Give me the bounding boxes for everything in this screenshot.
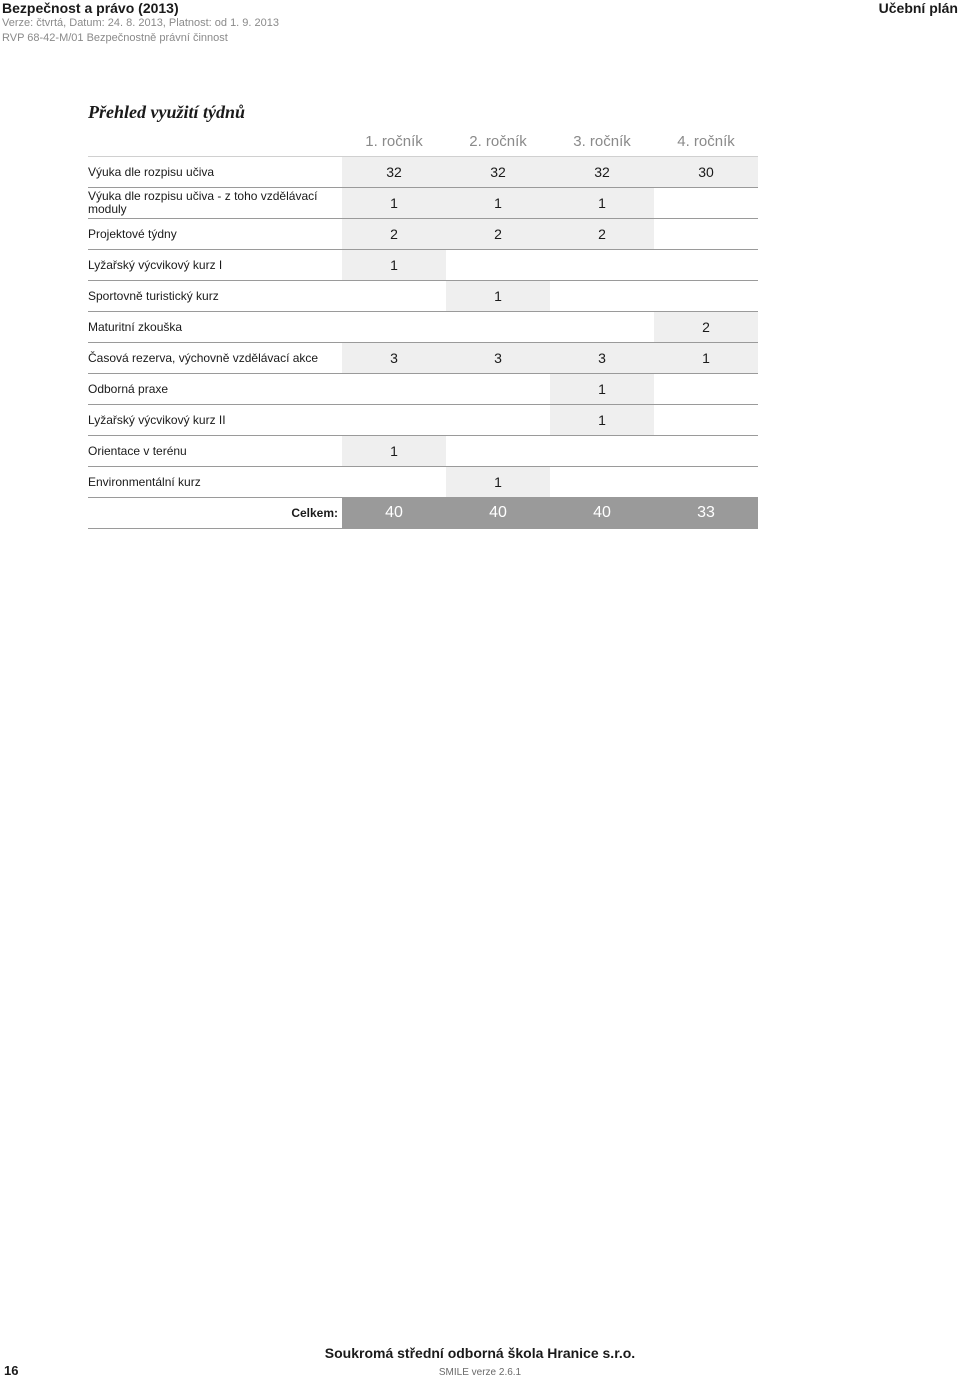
value-cell xyxy=(342,281,446,311)
table-body xyxy=(88,156,758,498)
value-cell xyxy=(446,312,550,342)
value-cell xyxy=(654,374,758,404)
table-row xyxy=(88,281,758,312)
value-cell: 1 xyxy=(550,405,654,435)
value-cell: 3 xyxy=(550,343,654,373)
weeks-table xyxy=(88,130,758,529)
value-cell: 1 xyxy=(550,374,654,404)
value-cell: 2 xyxy=(654,312,758,342)
table-row xyxy=(88,156,758,188)
value-cell: 30 xyxy=(654,157,758,187)
software-version: SMILE verze 2.6.1 xyxy=(438,1367,522,1378)
total-label: Celkem: xyxy=(291,505,338,520)
column-header: 4. ročník xyxy=(677,133,735,150)
document-title: Bezpečnost a právo (2013) xyxy=(2,0,179,16)
value-cell: 2 xyxy=(550,219,654,249)
rvp-info: RVP 68-42-M/01 Bezpečnostně právní činnost xyxy=(2,32,228,44)
total-cell: 33 xyxy=(654,498,758,528)
value-cell xyxy=(446,436,550,466)
value-cell xyxy=(550,281,654,311)
row-label: Orientace v terénu xyxy=(88,443,187,458)
value-cell: 1 xyxy=(446,188,550,218)
value-cell: 1 xyxy=(342,188,446,218)
table-row xyxy=(88,312,758,343)
value-cell: 1 xyxy=(654,343,758,373)
value-cell: 1 xyxy=(550,188,654,218)
row-label: Projektové týdny xyxy=(88,226,177,241)
value-cell xyxy=(550,467,654,497)
row-label: Výuka dle rozpisu učiva xyxy=(88,164,215,179)
page-title: Přehled využití týdnů xyxy=(88,102,245,122)
total-cell: 40 xyxy=(342,498,446,528)
value-cell xyxy=(654,188,758,218)
table-row xyxy=(88,343,758,374)
value-cell: 1 xyxy=(342,436,446,466)
value-cell xyxy=(654,467,758,497)
value-cell: 1 xyxy=(446,467,550,497)
version-info: Verze: čtvrtá, Datum: 24. 8. 2013, Platnost: od 1. 9. 2013 xyxy=(2,17,279,29)
table-row xyxy=(88,250,758,281)
section-label: Učební plán xyxy=(878,0,958,16)
value-cell xyxy=(446,250,550,280)
value-cell: 32 xyxy=(342,157,446,187)
total-cell: 40 xyxy=(550,498,654,528)
row-label: Výuka dle rozpisu učiva - z toho vzdělávací moduly xyxy=(88,189,318,216)
row-label: Odborná praxe xyxy=(88,381,169,396)
table-row xyxy=(88,436,758,467)
row-label: Lyžařský výcvikový kurz II xyxy=(88,412,226,427)
value-cell xyxy=(342,374,446,404)
table-header xyxy=(88,130,758,156)
value-cell xyxy=(654,281,758,311)
header-spacer xyxy=(88,130,342,156)
row-label: Sportovně turistický kurz xyxy=(88,288,219,303)
total-cell: 40 xyxy=(446,498,550,528)
value-cell: 1 xyxy=(446,281,550,311)
table-row xyxy=(88,374,758,405)
value-cell: 1 xyxy=(342,250,446,280)
value-cell xyxy=(342,467,446,497)
table-row xyxy=(88,467,758,498)
row-label: Environmentální kurz xyxy=(88,474,201,489)
value-cell: 3 xyxy=(446,343,550,373)
school-name: Soukromá střední odborná škola Hranice s.r.o. xyxy=(324,1345,636,1361)
value-cell xyxy=(342,405,446,435)
value-cell xyxy=(654,219,758,249)
value-cell xyxy=(654,436,758,466)
column-header: 3. ročník xyxy=(573,133,631,150)
table-row xyxy=(88,405,758,436)
page-number: 16 xyxy=(4,1363,19,1378)
value-cell: 32 xyxy=(446,157,550,187)
value-cell: 2 xyxy=(446,219,550,249)
table-row xyxy=(88,219,758,250)
column-header: 2. ročník xyxy=(469,133,527,150)
value-cell xyxy=(654,405,758,435)
value-cell xyxy=(446,374,550,404)
row-label: Maturitní zkouška xyxy=(88,319,183,334)
value-cell xyxy=(342,312,446,342)
row-label: Lyžařský výcvikový kurz I xyxy=(88,257,223,272)
row-label: Časová rezerva, výchovně vzdělávací akce xyxy=(88,350,319,365)
value-cell xyxy=(550,436,654,466)
value-cell: 32 xyxy=(550,157,654,187)
total-row xyxy=(88,498,758,529)
value-cell xyxy=(550,312,654,342)
column-header: 1. ročník xyxy=(365,133,423,150)
value-cell: 3 xyxy=(342,343,446,373)
value-cell xyxy=(446,405,550,435)
table-row xyxy=(88,188,758,219)
value-cell xyxy=(550,250,654,280)
value-cell xyxy=(654,250,758,280)
value-cell: 2 xyxy=(342,219,446,249)
